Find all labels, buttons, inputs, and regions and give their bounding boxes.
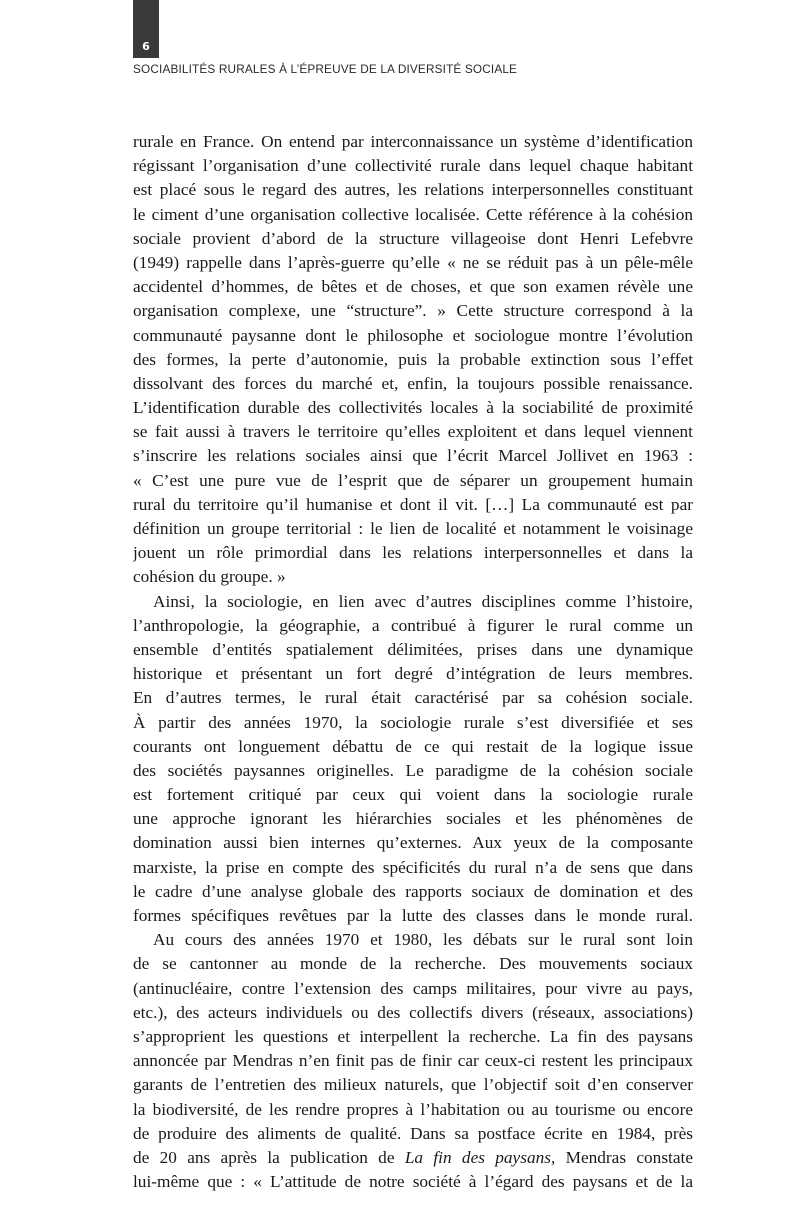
text-line-with-title <box>133 1146 693 1170</box>
text-line: formes spécifiques revêtues par la lutte des classes dans le monde rural. <box>133 906 693 925</box>
paragraph-3 <box>133 928 693 1194</box>
text-line: des formes, la perte d’autonomie, puis la probable extinction sous l’effet <box>133 349 693 369</box>
body-text <box>133 130 693 1194</box>
text-line: dissolvant des forces du marché et, enfin, la toujours possible renaissance. <box>133 373 693 393</box>
paragraph-2 <box>133 590 693 929</box>
book-title: La fin des paysans, <box>404 1147 556 1167</box>
text-line: À partir des années 1970, la sociologie rurale s’est diversifiée et ses <box>133 712 693 732</box>
text-line: organisation complexe, une “structure”. » Cette structure correspond à la <box>133 301 693 321</box>
page-number-tab <box>133 0 159 58</box>
text-fragment: Mendras constate <box>555 1147 693 1167</box>
text-line: L’identification durable des collectivités locales à la sociabilité de proximité <box>133 398 693 418</box>
text-line: une approche ignorant les hiérarchies sociales et les phénomènes de <box>133 809 693 829</box>
text-line: jouent un rôle primordial dans les relations interpersonnelles et dans la <box>133 543 693 563</box>
text-line: communauté paysanne dont le philosophe et sociologue montre l’évolution <box>133 325 693 345</box>
text-fragment: de 20 ans après la publication de <box>133 1147 405 1167</box>
text-line: marxiste, la prise en compte des spécificités du rural n’a de sens que dans <box>133 857 693 877</box>
text-line: etc.), des acteurs individuels ou des collectifs divers (réseaux, associations) <box>133 1002 693 1022</box>
text-line: ensemble d’entités spatialement délimitées, prises dans une dynamique <box>133 639 693 659</box>
text-line: est fortement critiqué par ceux qui voient dans la sociologie rurale <box>133 785 693 805</box>
text-line: la biodiversité, de les rendre propres à l’habitation ou au tourisme ou encore <box>133 1099 693 1119</box>
text-line: de se cantonner au monde de la recherche. Des mouvements sociaux <box>133 954 693 974</box>
text-line: le ciment d’une organisation collective localisée. Cette référence à la cohésion <box>133 204 693 224</box>
text-line: se fait aussi à travers le territoire qu’elles exploitent et dans lequel viennent <box>133 422 693 442</box>
running-title: SOCIABILITÉS RURALES À L’ÉPREUVE DE LA DIVERSITÉ SOCIALE <box>133 62 518 76</box>
text-line: lui-même que : « L’attitude de notre société à l’égard des paysans et de la <box>133 1172 693 1192</box>
text-line: courants ont longuement débattu de ce qui restait de la logique issue <box>133 736 693 756</box>
text-line: s’inscrire les relations sociales ainsi que l’écrit Marcel Jollivet en 1963 : <box>133 446 693 466</box>
text-line: rural du territoire qu’il humanise et dont il vit. […] La communauté est par <box>133 494 693 514</box>
text-line: Au cours des années 1970 et 1980, les débats sur le rural sont loin <box>153 930 693 950</box>
text-line: « C’est une pure vue de l’esprit que de séparer un groupement humain <box>133 470 693 490</box>
text-line: garants de l’entretien des milieux naturels, que l’objectif soit d’en conserver <box>133 1075 693 1095</box>
text-line: est placé sous le regard des autres, les relations interpersonnelles constituant <box>133 180 693 200</box>
text-line: domination aussi bien internes qu’externes. Aux yeux de la composante <box>133 833 693 853</box>
text-line: (1949) rappelle dans l’après-guerre qu’elle « ne se réduit pas à un pêle-mêle <box>133 252 693 272</box>
text-line: l’anthropologie, la géographie, a contribué à figurer le rural comme un <box>133 615 693 635</box>
text-line: accidentel d’hommes, de bêtes et de choses, et que son examen révèle une <box>133 277 693 297</box>
text-line: régissant l’organisation d’une collectivité rurale dans lequel chaque habitant <box>133 156 693 176</box>
text-line: En d’autres termes, le rural était caractérisé par sa cohésion sociale. <box>133 688 693 708</box>
text-line: Ainsi, la sociologie, en lien avec d’autres disciplines comme l’histoire, <box>153 591 693 611</box>
text-line: rurale en France. On entend par interconnaissance un système d’identification <box>133 132 693 151</box>
paragraph-1 <box>133 130 693 590</box>
text-line: s’approprient les questions et interpellent la recherche. La fin des paysans <box>133 1026 693 1046</box>
text-line: des sociétés paysannes originelles. Le paradigme de la cohésion sociale <box>133 760 693 780</box>
text-line: de produire des aliments de qualité. Dans sa postface écrite en 1984, près <box>133 1123 693 1143</box>
text-line: historique et présentant un fort degré d’intégration de leurs membres. <box>133 664 693 684</box>
text-line: le cadre d’une analyse globale des rapports sociaux de domination et des <box>133 881 693 901</box>
text-line: définition un groupe territorial : le lien de localité et notamment le voisinage <box>133 519 693 538</box>
text-line: annoncée par Mendras n’en finit pas de finir car ceux-ci restent les principaux <box>133 1051 693 1071</box>
text-line: (antinucléaire, contre l’extension des camps militaires, pour vivre au pays, <box>133 978 693 998</box>
page-number: 6 <box>142 40 150 53</box>
text-line: cohésion du groupe. » <box>133 567 286 587</box>
text-line: sociale provient d’abord de la structure villageoise dont Henri Lefebvre <box>133 228 693 248</box>
